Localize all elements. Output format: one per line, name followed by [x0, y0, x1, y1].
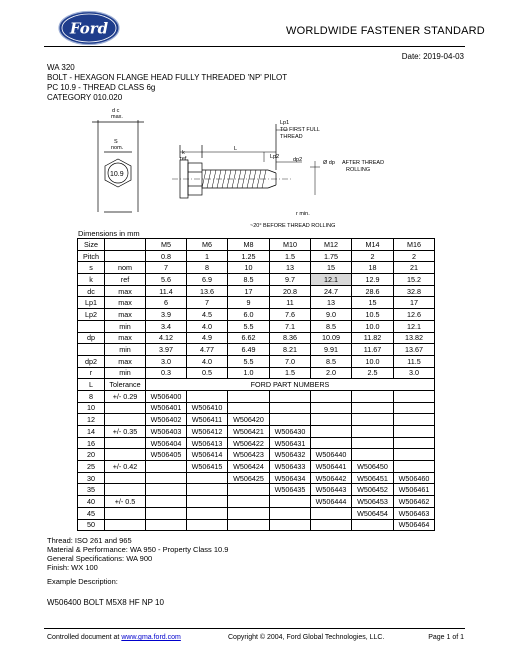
svg-text:Lp1: Lp1	[280, 120, 290, 126]
note-thread: Thread: ISO 261 and 965	[47, 536, 132, 545]
svg-text:~20° BEFORE THREAD ROLLING: ~20° BEFORE THREAD ROLLING	[250, 223, 336, 229]
note-general: General Specifications: WA 900	[47, 554, 153, 563]
table-cell	[146, 519, 187, 531]
table-cell: M6	[187, 239, 228, 251]
part-number-row	[78, 449, 435, 461]
example-label: Example Description:	[47, 577, 118, 586]
table-cell: 20.8	[270, 285, 311, 297]
table-cell: W506424	[228, 461, 270, 473]
table-cell: 4.5	[187, 309, 228, 321]
table-cell: W506404	[146, 437, 187, 449]
part-number-row	[78, 519, 435, 531]
table-cell: 11.67	[352, 344, 394, 356]
table-cell	[394, 426, 435, 438]
svg-text:max.: max.	[111, 114, 123, 120]
table-cell	[228, 507, 270, 519]
table-cell: W506450	[352, 461, 394, 473]
table-cell: FORD PART NUMBERS	[146, 379, 435, 391]
table-cell	[352, 519, 394, 531]
table-cell: 8.21	[270, 344, 311, 356]
table-cell	[352, 402, 394, 414]
table-cell: 7.6	[270, 309, 311, 321]
table-cell: 2	[352, 250, 394, 262]
table-cell: W506463	[394, 507, 435, 519]
table-cell	[394, 437, 435, 449]
table-cell: 3.97	[146, 344, 187, 356]
table-cell	[228, 402, 270, 414]
table-cell: 2.0	[311, 367, 352, 379]
table-cell: dᴄ	[78, 285, 105, 297]
svg-text:d c: d c	[112, 108, 120, 114]
table-cell: M10	[270, 239, 311, 251]
table-cell: 14	[78, 426, 105, 438]
part-class: PC 10.9 - THREAD CLASS 6g	[47, 83, 156, 92]
table-cell: 13.6	[187, 285, 228, 297]
table-cell: 1.5	[270, 250, 311, 262]
table-cell: 7.1	[270, 320, 311, 332]
table-cell	[270, 414, 311, 426]
table-cell: 21	[394, 262, 435, 274]
svg-text:10.9: 10.9	[110, 171, 124, 178]
table-cell	[311, 519, 352, 531]
table-cell: 7.0	[270, 355, 311, 367]
table-cell	[352, 449, 394, 461]
table-cell: 6.62	[228, 332, 270, 344]
table-cell: max	[105, 332, 146, 344]
table-cell	[311, 507, 352, 519]
table-cell	[187, 472, 228, 484]
table-cell: 12.1	[394, 320, 435, 332]
svg-text:r min.: r min.	[296, 211, 310, 217]
dimension-row	[78, 250, 435, 262]
table-cell: 4.77	[187, 344, 228, 356]
table-cell: W506435	[270, 484, 311, 496]
table-cell: W506433	[270, 461, 311, 473]
table-cell: 13	[311, 297, 352, 309]
table-cell: W506400	[146, 390, 187, 402]
svg-text:dp2: dp2	[293, 157, 303, 163]
part-number-row	[78, 437, 435, 449]
ford-logo	[58, 10, 120, 46]
table-cell: W506430	[270, 426, 311, 438]
table-cell: W506415	[187, 461, 228, 473]
table-cell: W506410	[187, 402, 228, 414]
table-cell: W506444	[311, 496, 352, 508]
part-number-row	[78, 472, 435, 484]
table-cell: dp2	[78, 355, 105, 367]
note-material: Material & Performance: WA 950 - Property Class 10.9	[47, 545, 229, 554]
footer-page: Page 1 of 1	[428, 634, 464, 641]
table-cell: 6	[146, 297, 187, 309]
table-cell: 8	[78, 390, 105, 402]
table-cell: 20	[78, 449, 105, 461]
table-cell: max	[105, 309, 146, 321]
table-cell: W506464	[394, 519, 435, 531]
table-cell: 16	[78, 437, 105, 449]
table-cell: 9.7	[270, 274, 311, 286]
part-number: WA 320	[47, 63, 75, 72]
table-cell: W506423	[228, 449, 270, 461]
table-cell: 3.0	[146, 355, 187, 367]
table-cell: W506440	[311, 449, 352, 461]
part-header	[47, 63, 287, 103]
thread-hatching	[202, 170, 266, 188]
table-cell	[105, 402, 146, 414]
table-cell: 10.0	[352, 355, 394, 367]
table-cell: 2	[394, 250, 435, 262]
part-number-row	[78, 461, 435, 473]
table-cell	[105, 484, 146, 496]
table-cell: 10	[228, 262, 270, 274]
table-cell: 45	[78, 507, 105, 519]
table-cell: 0.8	[146, 250, 187, 262]
table-cell: Pitch	[78, 250, 105, 262]
table-cell: 8	[187, 262, 228, 274]
table-cell: 17	[228, 285, 270, 297]
table-cell: 8.5	[311, 355, 352, 367]
svg-text:AFTER THREAD: AFTER THREAD	[342, 160, 385, 166]
table-cell: 10.5	[352, 309, 394, 321]
parts-header-row	[78, 379, 435, 391]
part-number-row	[78, 496, 435, 508]
table-cell	[105, 239, 146, 251]
table-cell: W506452	[352, 484, 394, 496]
table-cell: W506454	[352, 507, 394, 519]
dimension-row	[78, 332, 435, 344]
table-cell: 9.91	[311, 344, 352, 356]
table-cell: ref	[105, 274, 146, 286]
table-cell	[352, 437, 394, 449]
table-cell: 5.5	[228, 355, 270, 367]
table-cell	[311, 426, 352, 438]
table-cell: 15.2	[394, 274, 435, 286]
table-cell: 12.6	[394, 309, 435, 321]
table-cell: 50	[78, 519, 105, 531]
table-cell: W506401	[146, 402, 187, 414]
table-cell: W506441	[311, 461, 352, 473]
table-cell	[146, 507, 187, 519]
table-cell	[105, 472, 146, 484]
table-cell: M14	[352, 239, 394, 251]
table-cell: 8.5	[228, 274, 270, 286]
part-category: CATEGORY 010.020	[47, 93, 123, 102]
table-cell: max	[105, 285, 146, 297]
table-cell: 15	[352, 297, 394, 309]
table-cell: 1.5	[270, 367, 311, 379]
footer-divider	[44, 628, 465, 629]
dimension-row	[78, 355, 435, 367]
standard-title: WORLDWIDE FASTENER STANDARD	[286, 25, 485, 37]
table-cell: 5.6	[146, 274, 187, 286]
table-cell: 6.0	[228, 309, 270, 321]
table-cell	[228, 390, 270, 402]
table-cell	[105, 414, 146, 426]
table-cell: W506402	[146, 414, 187, 426]
table-cell	[270, 519, 311, 531]
table-cell: 0.3	[146, 367, 187, 379]
table-cell: W506460	[394, 472, 435, 484]
table-cell: max	[105, 355, 146, 367]
table-cell	[146, 496, 187, 508]
footer-copyright: Copyright © 2004, Ford Global Technologies, LLC.	[228, 634, 385, 641]
table-cell: 1.0	[228, 367, 270, 379]
table-cell: 9	[228, 297, 270, 309]
table-cell: 7	[146, 262, 187, 274]
table-cell: W506461	[394, 484, 435, 496]
table-cell: 25	[78, 461, 105, 473]
table-cell: nom	[105, 262, 146, 274]
table-cell: 24.7	[311, 285, 352, 297]
svg-text:nom.: nom.	[111, 145, 124, 151]
table-cell: 12.9	[352, 274, 394, 286]
table-cell: 4.0	[187, 320, 228, 332]
table-cell: 6.9	[187, 274, 228, 286]
example-description: W506400 BOLT M5X8 HF NP 10	[47, 598, 164, 607]
svg-text:k: k	[182, 150, 185, 156]
table-cell: W506443	[311, 484, 352, 496]
table-cell: W506432	[270, 449, 311, 461]
table-cell: Size	[78, 239, 105, 251]
table-cell: s	[78, 262, 105, 274]
table-cell	[105, 507, 146, 519]
table-cell: 6.49	[228, 344, 270, 356]
table-cell	[270, 390, 311, 402]
table-cell	[78, 344, 105, 356]
table-cell: 13.82	[394, 332, 435, 344]
table-cell: W506431	[270, 437, 311, 449]
part-description: BOLT - HEXAGON FLANGE HEAD FULLY THREADED 'NP' PILOT	[47, 73, 288, 82]
table-cell	[394, 414, 435, 426]
table-cell	[270, 496, 311, 508]
dimension-row	[78, 309, 435, 321]
dimension-row	[78, 297, 435, 309]
table-cell: 1.25	[228, 250, 270, 262]
table-cell: 11.4	[146, 285, 187, 297]
table-cell: dp	[78, 332, 105, 344]
table-cell: 13.67	[394, 344, 435, 356]
table-cell	[394, 390, 435, 402]
table-cell: 2.5	[352, 367, 394, 379]
part-number-row	[78, 414, 435, 426]
table-cell: 17	[394, 297, 435, 309]
svg-text:TO FIRST FULL: TO FIRST FULL	[280, 127, 320, 133]
svg-text:ref.: ref.	[180, 156, 188, 162]
table-cell	[187, 496, 228, 508]
table-cell	[394, 461, 435, 473]
part-number-row	[78, 484, 435, 496]
table-cell: Tolerance	[105, 379, 146, 391]
dimension-row	[78, 285, 435, 297]
table-cell: W506420	[228, 414, 270, 426]
table-cell: 8.5	[311, 320, 352, 332]
size-row	[78, 239, 435, 251]
part-number-row	[78, 402, 435, 414]
table-cell	[187, 484, 228, 496]
table-cell: 1	[187, 250, 228, 262]
table-cell: +/- 0.35	[105, 426, 146, 438]
table-cell: 0.5	[187, 367, 228, 379]
table-cell: 9.0	[311, 309, 352, 321]
svg-text:Ford: Ford	[69, 19, 109, 38]
table-cell: M8	[228, 239, 270, 251]
dimension-row	[78, 344, 435, 356]
table-caption: Dimensions in mm	[78, 229, 140, 238]
table-cell: 15	[311, 262, 352, 274]
table-cell	[311, 390, 352, 402]
table-cell: +/- 0.29	[105, 390, 146, 402]
table-cell: 11.5	[394, 355, 435, 367]
table-cell	[270, 507, 311, 519]
table-cell: +/- 0.5	[105, 496, 146, 508]
table-cell: 30	[78, 472, 105, 484]
gma-link[interactable]: www.gma.ford.com	[121, 634, 181, 641]
table-cell: max	[105, 297, 146, 309]
svg-text:Ø dp: Ø dp	[323, 160, 335, 166]
table-cell: 40	[78, 496, 105, 508]
table-cell: W506403	[146, 426, 187, 438]
table-cell: M5	[146, 239, 187, 251]
header-divider	[44, 46, 465, 47]
table-cell: W506442	[311, 472, 352, 484]
table-cell: 32.8	[394, 285, 435, 297]
table-cell	[105, 250, 146, 262]
table-cell: +/- 0.42	[105, 461, 146, 473]
notes	[47, 536, 228, 572]
note-finish: Finish: WX 100	[47, 563, 98, 572]
part-number-row	[78, 426, 435, 438]
svg-text:Lp2: Lp2	[270, 154, 280, 160]
table-cell	[394, 449, 435, 461]
table-cell	[105, 449, 146, 461]
table-cell	[311, 414, 352, 426]
table-cell: 12	[78, 414, 105, 426]
table-cell	[352, 390, 394, 402]
table-cell	[352, 426, 394, 438]
svg-text:ROLLING: ROLLING	[346, 167, 371, 173]
table-cell: 10	[78, 402, 105, 414]
table-cell	[228, 519, 270, 531]
table-cell: M12	[311, 239, 352, 251]
table-cell	[187, 519, 228, 531]
footer-controlled: Controlled document at www.gma.ford.com	[47, 634, 181, 641]
part-number-row	[78, 507, 435, 519]
table-cell: W506462	[394, 496, 435, 508]
table-cell: min	[105, 344, 146, 356]
table-cell	[78, 320, 105, 332]
table-cell: 1.75	[311, 250, 352, 262]
table-cell	[187, 507, 228, 519]
table-cell: Lp1	[78, 297, 105, 309]
table-cell: 3.0	[394, 367, 435, 379]
table-cell	[187, 390, 228, 402]
table-cell	[146, 484, 187, 496]
table-cell	[105, 437, 146, 449]
table-cell: r	[78, 367, 105, 379]
table-cell: 18	[352, 262, 394, 274]
dimension-row	[78, 320, 435, 332]
table-cell: 4.0	[187, 355, 228, 367]
table-cell: 5.5	[228, 320, 270, 332]
document-date: Date: 2019-04-03	[401, 52, 464, 61]
table-cell: 35	[78, 484, 105, 496]
bolt-drawing	[70, 100, 430, 232]
table-cell: W506414	[187, 449, 228, 461]
table-cell: 10.0	[352, 320, 394, 332]
table-cell: W506451	[352, 472, 394, 484]
table-cell: W506413	[187, 437, 228, 449]
table-cell: 13	[270, 262, 311, 274]
table-cell: 3.9	[146, 309, 187, 321]
table-cell: Lp2	[78, 309, 105, 321]
table-cell: W506453	[352, 496, 394, 508]
table-cell: W506425	[228, 472, 270, 484]
table-cell	[352, 414, 394, 426]
svg-text:L: L	[234, 146, 238, 152]
table-cell: k	[78, 274, 105, 286]
table-cell: W506412	[187, 426, 228, 438]
table-cell: 10.09	[311, 332, 352, 344]
table-cell: 8.36	[270, 332, 311, 344]
table-cell	[270, 402, 311, 414]
table-cell: W506434	[270, 472, 311, 484]
table-cell: 12.1	[311, 274, 352, 286]
dimension-row	[78, 274, 435, 286]
part-number-row	[78, 390, 435, 402]
table-cell: 28.6	[352, 285, 394, 297]
table-cell	[105, 519, 146, 531]
table-cell	[394, 402, 435, 414]
table-cell	[146, 472, 187, 484]
table-cell: W506411	[187, 414, 228, 426]
table-cell: W506405	[146, 449, 187, 461]
table-cell	[228, 496, 270, 508]
dimension-row	[78, 262, 435, 274]
table-cell: min	[105, 367, 146, 379]
table-cell: L	[78, 379, 105, 391]
table-cell	[228, 484, 270, 496]
table-cell: W506421	[228, 426, 270, 438]
dimension-row	[78, 367, 435, 379]
table-cell: 3.4	[146, 320, 187, 332]
svg-text:S: S	[114, 139, 118, 145]
table-cell	[311, 402, 352, 414]
head-top-view	[92, 120, 144, 212]
table-cell	[146, 461, 187, 473]
table-cell: 7	[187, 297, 228, 309]
dimensions-table	[77, 238, 435, 531]
table-cell	[311, 437, 352, 449]
table-cell: min	[105, 320, 146, 332]
svg-text:THREAD: THREAD	[280, 134, 303, 140]
table-cell: 11	[270, 297, 311, 309]
table-cell: 4.12	[146, 332, 187, 344]
table-cell: M16	[394, 239, 435, 251]
table-cell: 4.9	[187, 332, 228, 344]
table-cell: 11.82	[352, 332, 394, 344]
table-cell: W506422	[228, 437, 270, 449]
